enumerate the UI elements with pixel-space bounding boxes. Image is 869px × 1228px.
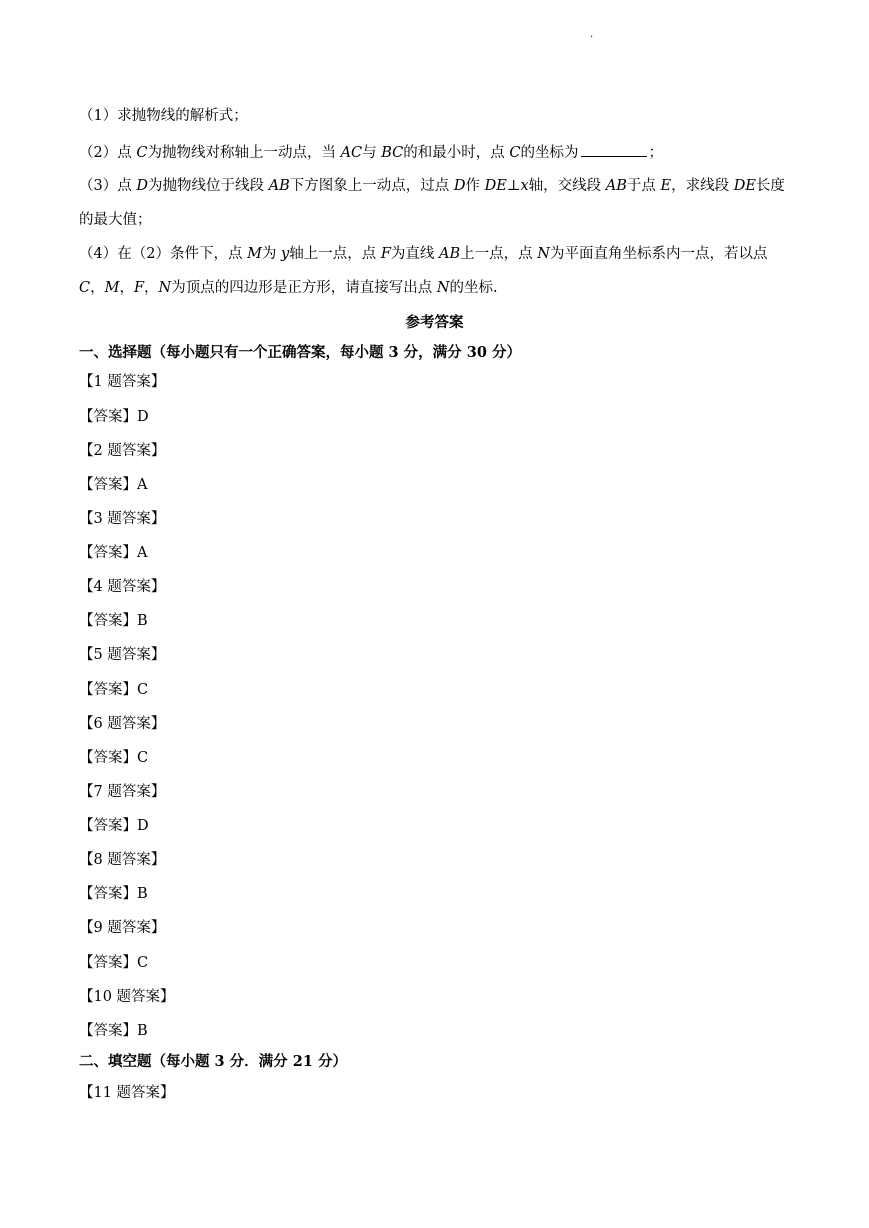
separator: ， bbox=[90, 280, 105, 296]
separator: ， bbox=[119, 280, 134, 296]
point-n: N bbox=[537, 246, 550, 262]
q4-text: 上一点，点 bbox=[460, 246, 538, 262]
answer-header: 【7 题答案】 bbox=[79, 784, 166, 800]
point-m: M bbox=[247, 246, 262, 262]
point-c: C bbox=[79, 280, 91, 296]
question-3-continued: 的最大值； bbox=[79, 212, 152, 228]
q3-text: 作 bbox=[465, 178, 485, 194]
answer-value: 【答案】D bbox=[79, 409, 149, 425]
question-4-continued bbox=[79, 278, 799, 298]
point-e: E bbox=[660, 178, 672, 194]
point-m: M bbox=[104, 280, 120, 296]
answer-value: 【答案】C bbox=[79, 682, 149, 698]
answer-value: 【答案】A bbox=[79, 477, 148, 493]
answer-value: 【答案】B bbox=[79, 1023, 148, 1039]
answer-header: 【3 题答案】 bbox=[79, 511, 166, 527]
answer-header: 【5 题答案】 bbox=[79, 647, 166, 663]
section-2-heading: 二、填空题（每小题 3 分．满分 21 分） bbox=[79, 1053, 347, 1070]
point-n: N bbox=[158, 280, 172, 296]
header-mark: . bbox=[590, 29, 594, 40]
point-d: D bbox=[136, 178, 148, 194]
q3-text: ，求线段 bbox=[671, 178, 734, 194]
y-axis-label: y bbox=[281, 246, 290, 262]
q3-text: 为抛物线位于线段 bbox=[147, 178, 269, 194]
point-c: C bbox=[136, 145, 148, 161]
question-1: （1）求抛物线的解析式； bbox=[79, 108, 248, 124]
q2-text: 的坐标为 bbox=[520, 145, 579, 161]
answer-header: 【2 题答案】 bbox=[79, 443, 166, 459]
point-d: D bbox=[453, 178, 466, 194]
q4-text: 为 bbox=[261, 246, 282, 262]
answers-title: 参考答案 bbox=[405, 314, 464, 331]
answer-header: 【4 题答案】 bbox=[79, 579, 166, 595]
q2-text: 与 bbox=[362, 145, 382, 161]
answer-header: 【11 题答案】 bbox=[79, 1085, 175, 1101]
answer-header: 【1 题答案】 bbox=[79, 374, 166, 390]
section-1-heading: 一、选择题（每小题只有一个正确答案，每小题 3 分，满分 30 分） bbox=[79, 344, 521, 361]
answer-value: 【答案】B bbox=[79, 886, 148, 902]
q2-text: 为抛物线对称轴上一动点，当 bbox=[147, 145, 341, 161]
q4-text: 的坐标. bbox=[449, 280, 498, 296]
question-2 bbox=[79, 142, 799, 163]
separator: ， bbox=[144, 280, 159, 296]
answer-value: 【答案】C bbox=[79, 955, 149, 971]
question-4 bbox=[79, 244, 799, 264]
point-c: C bbox=[509, 145, 521, 161]
q2-text: 的和最小时，点 bbox=[403, 145, 510, 161]
answer-header: 【10 题答案】 bbox=[79, 989, 175, 1005]
perpendicular-symbol: ⊥ bbox=[506, 178, 521, 194]
answer-header: 【8 题答案】 bbox=[79, 852, 166, 868]
answer-value: 【答案】C bbox=[79, 750, 149, 766]
segment-de: DE bbox=[484, 178, 507, 194]
answer-header: 【9 题答案】 bbox=[79, 920, 166, 936]
answer-value: 【答案】D bbox=[79, 818, 149, 834]
segment-bc: BC bbox=[381, 145, 404, 161]
q3-text: 长度 bbox=[755, 178, 785, 194]
q4-text: （4）在（2）条件下，点 bbox=[79, 246, 248, 262]
x-axis-label: x bbox=[520, 178, 529, 194]
answer-value: 【答案】A bbox=[79, 545, 148, 561]
segment-ac: AC bbox=[340, 145, 363, 161]
q4-text: 为平面直角坐标系内一点，若以点 bbox=[549, 246, 768, 262]
q2-text: ； bbox=[648, 145, 663, 161]
segment-ab: AB bbox=[605, 178, 627, 194]
q3-text: 轴，交线段 bbox=[528, 178, 606, 194]
q4-text: 轴上一点，点 bbox=[289, 246, 381, 262]
q3-text: 于点 bbox=[626, 178, 661, 194]
answer-blank bbox=[581, 142, 647, 157]
point-f: F bbox=[133, 280, 145, 296]
question-3 bbox=[79, 176, 799, 196]
point-n: N bbox=[436, 280, 450, 296]
line-ab: AB bbox=[439, 246, 461, 262]
answer-header: 【6 题答案】 bbox=[79, 716, 166, 732]
q4-text: 为顶点的四边形是正方形，请直接写出点 bbox=[171, 280, 437, 296]
q2-text: （2）点 bbox=[79, 145, 137, 161]
segment-de: DE bbox=[733, 178, 756, 194]
answer-value: 【答案】B bbox=[79, 613, 148, 629]
q3-text: 下方图象上一动点，过点 bbox=[289, 178, 454, 194]
q4-text: 为直线 bbox=[390, 246, 440, 262]
segment-ab: AB bbox=[268, 178, 290, 194]
q3-text: （3）点 bbox=[79, 178, 137, 194]
point-f: F bbox=[380, 246, 391, 262]
